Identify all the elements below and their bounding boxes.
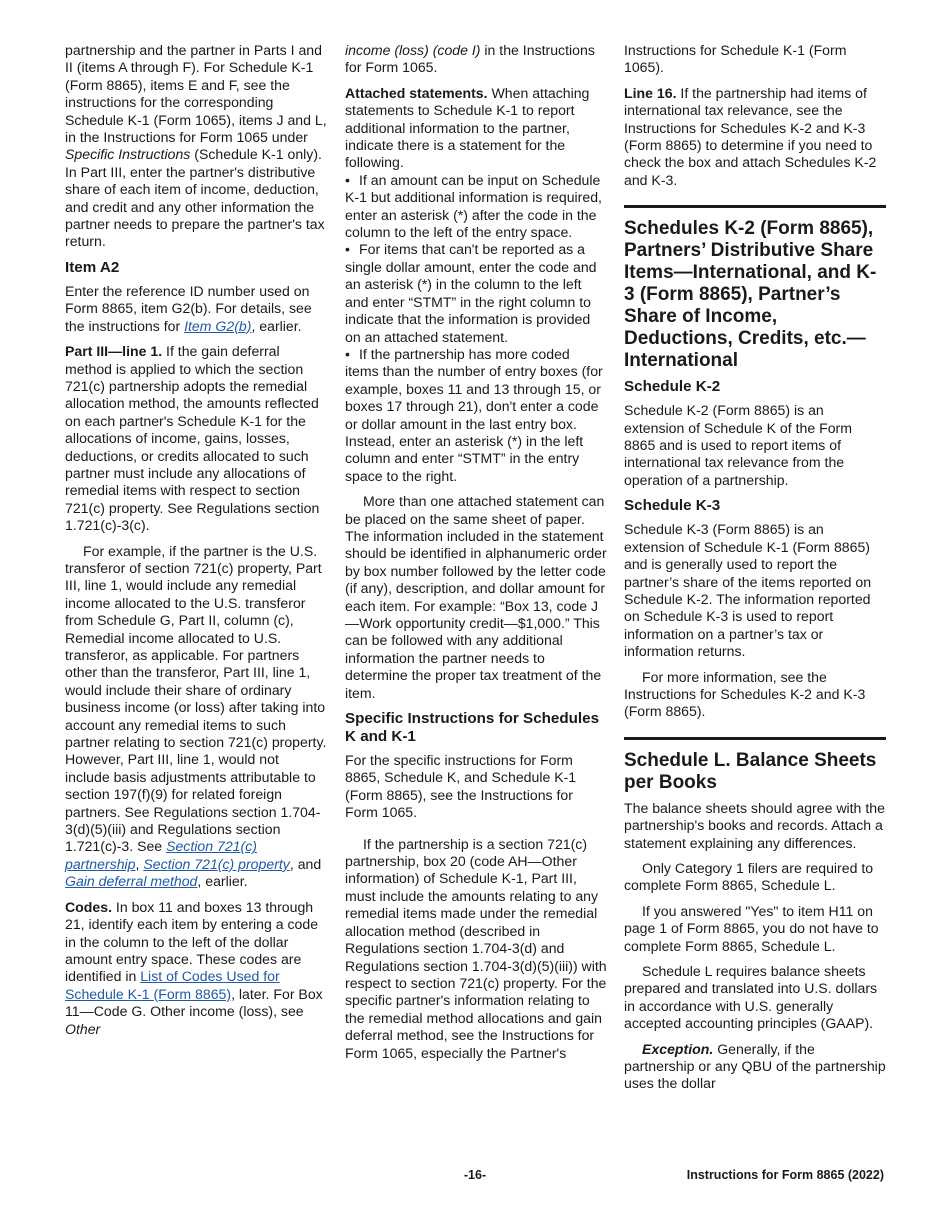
paragraph-item-h11: If you answered "Yes" to item H11 on page 1 of Form 8865, you do not have to complete Form 8865, Schedule L.	[624, 902, 879, 954]
column-2	[345, 42, 607, 1070]
paragraph-category1: Only Category 1 filers are required to complete Form 8865, Schedule L.	[624, 859, 874, 894]
bullet-item: • If the partnership has more coded items than the number of entry boxes (for example, boxes 11 and 13 through 15, or boxes 17 through 21), don't enter a code or dollar amount in the last entry box. Instead, enter an asterisk (*) in the left column and enter “STMT” in the entry space to the right.	[345, 345, 603, 484]
bullet-icon: •	[345, 241, 350, 258]
link-section-721c-partnership[interactable]: Section 721(c) partnership	[65, 838, 257, 872]
paragraph-section-721c: If the partnership is a section 721(c) partnership, box 20 (code AH—Other information) of Schedule K-1, Part III, must include the amounts relating to any remedial items made under the remedial allocation method (described in Regulations section 1.704-3(d) and Regulations section 1.704-3(d)(5)(iii)) with respect to section 721(c) property. For the specific partner's information relating to the remedial method allocations and gain deferral method, see the Instructions for Form 1065, especially the Partner's	[345, 835, 607, 1061]
paragraph-other-income: income (loss) (code I) in the Instructions for Form 1065.	[345, 42, 595, 76]
link-item-g2b[interactable]: Item G2(b)	[184, 317, 252, 334]
paragraph-schedule-k3: Schedule K-3 (Form 8865) is an extension of Schedule K-1 (Form 8865) and is generally used to report the partner’s share of the items reported on Schedule K-2. The information reported on Schedule K-3 is used to report information on a partner’s tax or information returns.	[624, 521, 872, 660]
paragraph-schedule-l: The balance sheets should agree with the partnership's books and records. Attach a statement explaining any differences.	[624, 799, 885, 851]
heading-schedule-k3: Schedule K-3	[624, 497, 721, 515]
bullet-item: • For items that can't be reported as a single dollar amount, enter the code and an asterisk (*) in the column to the left and enter “STMT” in the right column to indicate that the information is provided on an attached statement.	[345, 241, 597, 345]
page-number: -16-	[463, 1168, 487, 1182]
paragraph-item-a2: Enter the reference ID number used on Form 8865, item G2(b). For details, see the instructions for Item G2(b), earlier.	[65, 282, 312, 334]
link-section-721c-property[interactable]: Section 721(c) property	[143, 855, 290, 872]
heading-item-a2: Item A2	[65, 258, 120, 276]
paragraph-schedule-k2: Schedule K-2 (Form 8865) is an extension of Schedule K of the Form 8865 and is used to report items of international tax relevance from the operation of a partnership.	[624, 402, 852, 488]
paragraph-part3-line1: Part III—line 1. If the gain deferral method is applied to which the section 721(c) partnership adopts the remedial allocation method, the amounts reflected on each partner's Schedule K-1 for the allocations of income, gains, losses, deductions, or credits allocated to such partner must include any allocations of remedial items with respect to section 721(c) property. See Regulations section 1.721(c)-3(c).	[65, 343, 320, 534]
paragraph-line16: Line 16. If the partnership had items of international tax relevance, see the Instructions for Schedules K-2 and K-3 (Form 8865) to determine if you need to check the box and attach Schedules K-2 and K-3.	[624, 84, 877, 188]
paragraph-more-statements: More than one attached statement can be placed on the same sheet of paper. The information included in the statement should be identified in alphanumeric order by box number followed by the letter code (if any), description, and dollar amount for each item. For example: “Box 13, code J—Work opportunity credit—$1,000.” This can be followed with any additional information the partner needs to determine the proper tax treatment of the item.	[345, 493, 607, 701]
paragraph-attached-statements: Attached statements. When attaching statements to Schedule K-1 to report additional information to the partner, indicate there is a statement for the following.	[345, 84, 590, 171]
footer-title: Instructions for Form 8865 (2022)	[686, 1168, 884, 1182]
paragraph-specific-instructions: For the specific instructions for Form 8865, Schedule K, and Schedule K-1 (Form 8865), see the Instructions for Form 1065.	[345, 752, 577, 821]
column-3	[624, 42, 886, 1101]
heading-schedule-l: Schedule L. Balance Sheets per Books	[624, 749, 877, 793]
bullet-icon: •	[345, 171, 350, 188]
column-1	[65, 42, 327, 1046]
section-k2-k3	[624, 205, 886, 721]
paragraph-codes: Codes. In box 11 and boxes 13 through 21, identify each item by entering a code in the column to the left of the dollar amount entry space. These codes are identified in List of Codes Used for Schedule K-1 (Form 8865), later. For Box 11—Code G. Other income (loss), see Other	[65, 898, 323, 1037]
paragraph-k3-more-info: For more information, see the Instructions for Schedules K-2 and K-3 (Form 8865).	[624, 668, 866, 720]
paragraph-intro: partnership and the partner in Parts I and II (items A through F). For Schedule K-1 (Form 8865), items E and F, see the instructions for the corresponding Schedule K-1 (Form 1065), items J and L, in the Instructions for Form 1065 under Specific Instructions (Schedule K-1 only). In Part III, enter the partner's distributive share of each item of income, deduction, and credit and any other information the partner needs to prepare the partner's tax return.	[65, 42, 327, 250]
link-gain-deferral-method[interactable]: Gain deferral method	[65, 873, 198, 890]
paragraph-gaap: Schedule L requires balance sheets prepared and translated into U.S. dollars in accordance with U.S. generally accepted accounting principles (GAAP).	[624, 963, 878, 1032]
bullet-icon: •	[345, 345, 350, 362]
heading-schedules-k2-k3: Schedules K-2 (Form 8865), Partners’ Distributive Share Items—International, and K-3 (Form 8865), Partner’s Share of Income, Deductions, Credits, etc.—International	[624, 218, 877, 372]
heading-specific-instructions: Specific Instructions for Schedules K and K-1	[345, 710, 600, 746]
paragraph-k1-instructions: Instructions for Schedule K-1 (Form 1065).	[624, 42, 847, 76]
paragraph-example: For example, if the partner is the U.S. transferor of section 721(c) property, Part III, line 1, would include any remedial income allocated to the U.S. transferor from Schedule G, Part II, column (c), Remedial income allocated to U.S. transferor, as applicable. For partners other than the transferor, Part III, line 1, would include their share of ordinary business income (or loss) after taking into account any remedial items to such partner relating to section 721(c) property. However, Part III, line 1, would not include basis adjustments attributable to section 197(f)(9) for related foreign partners. See Regulations section 1.704-3(d)(5)(iii) and Regulations section 1.721(c)-3. See Section 721(c) partnership, Section 721(c) property, and Gain deferral method, earlier.	[65, 542, 327, 890]
section-schedule-l	[624, 737, 886, 1093]
link-list-of-codes[interactable]: List of Codes Used for Schedule K-1 (Form 8865)	[65, 968, 280, 1002]
paragraph-exception: Exception. Generally, if the partnership or any QBU of the partnership uses the dollar	[624, 1040, 886, 1092]
bullet-item: • If an amount can be input on Schedule K-1 but additional information is required, enter an asterisk (*) after the code in the column to the left of the entry space.	[345, 171, 602, 241]
heading-schedule-k2: Schedule K-2	[624, 378, 721, 396]
